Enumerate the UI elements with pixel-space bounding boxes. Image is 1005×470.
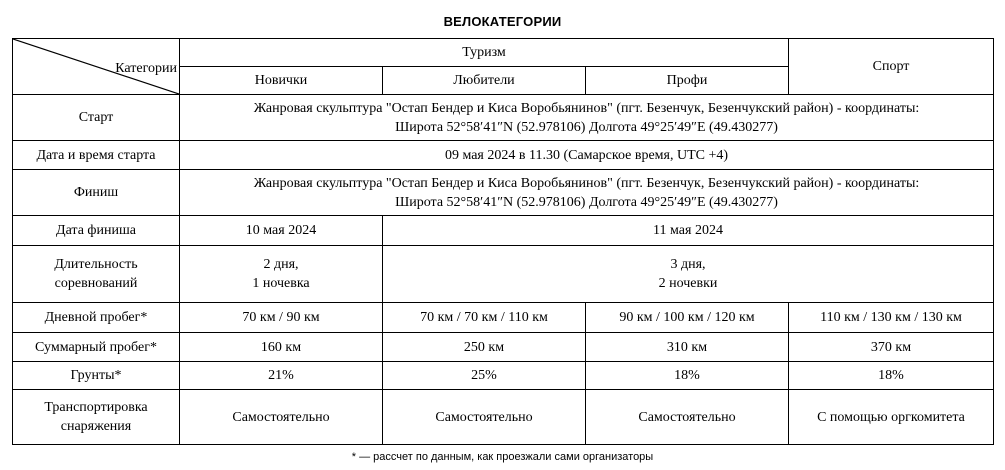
amateur-header: Любители: [383, 67, 586, 95]
ground-amateur: 25%: [383, 362, 586, 390]
finish-location-line2: Широта 52°58′41″N (52.978106) Долгота 49°25′49″E (49.430277): [395, 194, 778, 210]
start-location-line1: Жанровая скульптура "Остап Бендер и Киса Воробьянинов" (пгт. Безенчук, Безенчукский район) - координаты:: [253, 100, 920, 116]
row-transport: [13, 390, 994, 445]
transport-label-line1: Транспортировка: [44, 400, 148, 415]
daily-distance-label: Дневной пробег*: [13, 303, 180, 333]
pro-header: Профи: [586, 67, 789, 95]
duration-label-line1: Длительность: [54, 257, 138, 272]
finish-date-others: 11 мая 2024: [383, 216, 994, 246]
duration-label-line2: соревнований: [54, 276, 138, 291]
start-location-line2: Широта 52°58′41″N (52.978106) Долгота 49°25′49″E (49.430277): [395, 119, 778, 135]
finish-date-label: Дата финиша: [13, 216, 180, 246]
total-distance-label: Суммарный пробег*: [13, 333, 180, 362]
ground-sport: 18%: [789, 362, 994, 390]
finish-location: [180, 170, 994, 216]
total-distance-pro: 310 км: [586, 333, 789, 362]
row-start: [13, 95, 994, 141]
finish-date-novice: 10 мая 2024: [180, 216, 383, 246]
corner-header-label: Категории: [115, 61, 177, 76]
duration-label: [13, 246, 180, 303]
row-total-distance: [13, 333, 994, 362]
sport-header: Спорт: [789, 39, 994, 95]
total-distance-sport: 370 км: [789, 333, 994, 362]
finish-label: Финиш: [13, 170, 180, 216]
duration-others-line1: 3 дня,: [670, 257, 706, 272]
row-duration: [13, 246, 994, 303]
categories-table: [12, 38, 994, 445]
row-finish-date: [13, 216, 994, 246]
transport-pro: Самостоятельно: [586, 390, 789, 445]
ground-novice: 21%: [180, 362, 383, 390]
transport-novice: Самостоятельно: [180, 390, 383, 445]
ground-label: Грунты*: [13, 362, 180, 390]
start-datetime-label: Дата и время старта: [13, 141, 180, 170]
total-distance-amateur: 250 км: [383, 333, 586, 362]
tourism-header: Туризм: [180, 39, 789, 67]
start-label: Старт: [13, 95, 180, 141]
daily-distance-novice: 70 км / 90 км: [180, 303, 383, 333]
corner-header-cell: [13, 39, 180, 95]
document-title: ВЕЛОКАТЕГОРИИ: [443, 14, 562, 29]
transport-label-line2: снаряжения: [60, 419, 132, 434]
duration-others-line2: 2 ночевки: [658, 276, 718, 291]
row-finish: [13, 170, 994, 216]
row-ground: [13, 362, 994, 390]
start-datetime-value: 09 мая 2024 в 11.30 (Самарское время, UTC +4): [180, 141, 994, 170]
novice-header: Новички: [180, 67, 383, 95]
ground-pro: 18%: [586, 362, 789, 390]
start-location: [180, 95, 994, 141]
duration-others: [383, 246, 994, 303]
total-distance-novice: 160 км: [180, 333, 383, 362]
row-start-datetime: [13, 141, 994, 170]
row-daily-distance: [13, 303, 994, 333]
daily-distance-pro: 90 км / 100 км / 120 км: [586, 303, 789, 333]
transport-label: [13, 390, 180, 445]
transport-amateur: Самостоятельно: [383, 390, 586, 445]
daily-distance-sport: 110 км / 130 км / 130 км: [789, 303, 994, 333]
finish-location-line1: Жанровая скульптура "Остап Бендер и Киса Воробьянинов" (пгт. Безенчук, Безенчукский район) - координаты:: [253, 175, 920, 191]
transport-sport: С помощью оргкомитета: [789, 390, 994, 445]
duration-novice-line1: 2 дня,: [263, 257, 299, 272]
header-row-top: [13, 39, 994, 67]
duration-novice: [180, 246, 383, 303]
footnote: * — рассчет по данным, как проезжали сами организаторы: [351, 451, 654, 463]
duration-novice-line2: 1 ночевка: [252, 276, 310, 291]
daily-distance-amateur: 70 км / 70 км / 110 км: [383, 303, 586, 333]
